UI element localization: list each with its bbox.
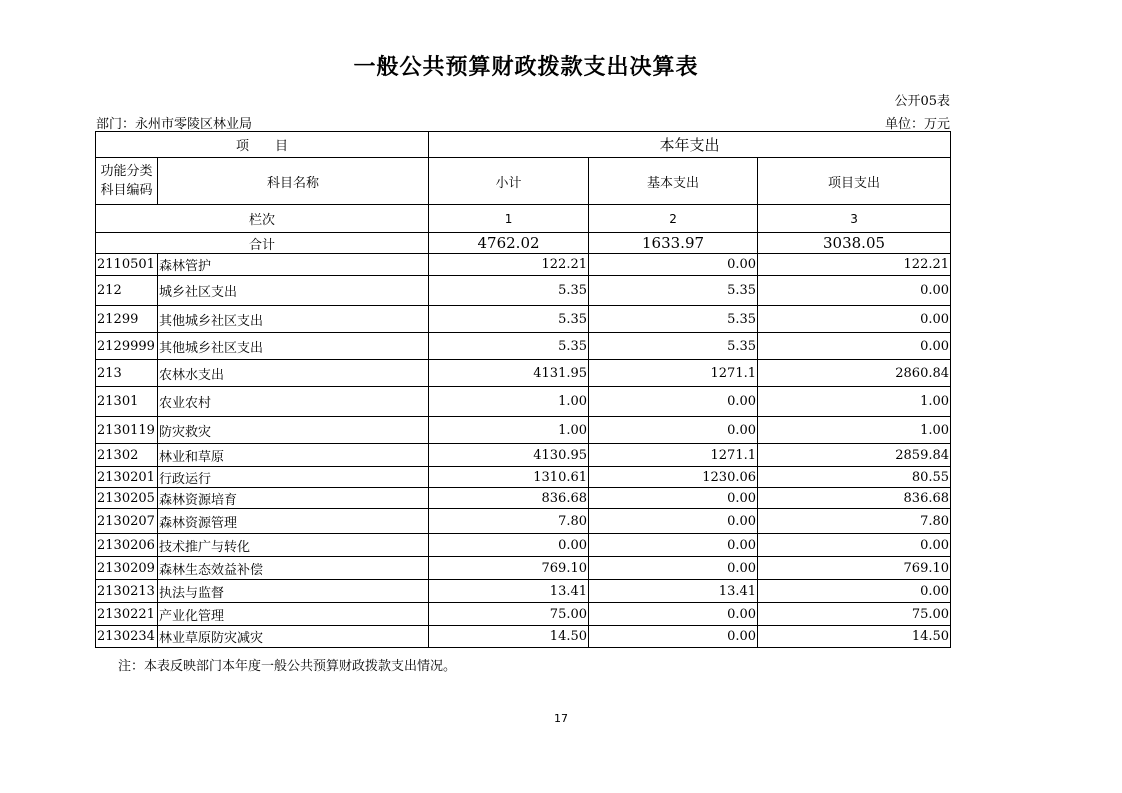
column-order-2: 2 [589, 205, 758, 233]
table-row [96, 360, 951, 387]
header-code-line2: 科目编码 [100, 183, 153, 198]
row-project: 1.00 [758, 417, 951, 444]
row-name: 林业草原防灾减灾 [158, 626, 429, 648]
row-name: 农林水支出 [158, 360, 429, 387]
row-name: 森林资源管理 [158, 509, 429, 534]
row-project: 7.80 [758, 509, 951, 534]
column-order-3: 3 [758, 205, 951, 233]
table-row [96, 276, 951, 306]
expenditure-table [95, 131, 951, 648]
row-name: 行政运行 [158, 467, 429, 488]
table-note: 注：本表反映部门本年度一般公共预算财政拨款支出情况。 [118, 659, 457, 674]
row-project: 75.00 [758, 603, 951, 626]
row-basic: 0.00 [589, 557, 758, 580]
row-name: 森林生态效益补偿 [158, 557, 429, 580]
total-basic: 1633.97 [589, 233, 758, 254]
row-basic: 1271.1 [589, 360, 758, 387]
table-row [96, 467, 951, 488]
table-row [96, 306, 951, 333]
header-current-year: 本年支出 [429, 132, 951, 158]
row-basic: 0.00 [589, 603, 758, 626]
row-name: 城乡社区支出 [158, 276, 429, 306]
page-title: 一般公共预算财政拨款支出决算表 [353, 54, 699, 80]
row-basic: 0.00 [589, 254, 758, 276]
row-project: 0.00 [758, 276, 951, 306]
row-code: 2130209 [96, 557, 158, 580]
row-subtotal: 5.35 [429, 306, 589, 333]
row-basic: 1230.06 [589, 467, 758, 488]
column-order-label: 栏次 [96, 205, 429, 233]
row-code: 2130234 [96, 626, 158, 648]
row-project: 0.00 [758, 534, 951, 557]
header-item: 项 目 [96, 132, 429, 158]
row-subtotal: 122.21 [429, 254, 589, 276]
row-project: 2860.84 [758, 360, 951, 387]
row-name: 其他城乡社区支出 [158, 333, 429, 360]
table-row [96, 557, 951, 580]
row-basic: 0.00 [589, 417, 758, 444]
row-subtotal: 14.50 [429, 626, 589, 648]
total-subtotal: 4762.02 [429, 233, 589, 254]
header-project: 项目支出 [758, 158, 951, 205]
row-name: 执法与监督 [158, 580, 429, 603]
row-code: 2130207 [96, 509, 158, 534]
row-code: 21301 [96, 387, 158, 417]
row-project: 769.10 [758, 557, 951, 580]
row-name: 技术推广与转化 [158, 534, 429, 557]
table-row [96, 603, 951, 626]
row-code: 2129999 [96, 333, 158, 360]
row-code: 2130205 [96, 488, 158, 509]
row-name: 林业和草原 [158, 444, 429, 467]
table-row [96, 444, 951, 467]
page-number: 17 [554, 712, 568, 725]
unit-label: 单位：万元 [884, 117, 950, 132]
row-project: 122.21 [758, 254, 951, 276]
table-row [96, 417, 951, 444]
header-code-line1: 功能分类 [100, 164, 153, 179]
row-basic: 1271.1 [589, 444, 758, 467]
row-subtotal: 836.68 [429, 488, 589, 509]
table-row [96, 254, 951, 276]
row-project: 0.00 [758, 333, 951, 360]
row-basic: 13.41 [589, 580, 758, 603]
row-project: 1.00 [758, 387, 951, 417]
row-basic: 0.00 [589, 509, 758, 534]
table-row [96, 509, 951, 534]
row-basic: 0.00 [589, 387, 758, 417]
form-number: 公开05表 [894, 94, 950, 109]
row-basic: 0.00 [589, 626, 758, 648]
row-project: 836.68 [758, 488, 951, 509]
row-name: 农业农村 [158, 387, 429, 417]
row-name: 产业化管理 [158, 603, 429, 626]
row-basic: 5.35 [589, 333, 758, 360]
row-subtotal: 7.80 [429, 509, 589, 534]
row-code: 2130201 [96, 467, 158, 488]
total-label: 合计 [96, 233, 429, 254]
row-project: 14.50 [758, 626, 951, 648]
table-row [96, 333, 951, 360]
row-subtotal: 13.41 [429, 580, 589, 603]
row-project: 0.00 [758, 306, 951, 333]
row-subtotal: 75.00 [429, 603, 589, 626]
row-code: 21302 [96, 444, 158, 467]
row-name: 其他城乡社区支出 [158, 306, 429, 333]
row-code: 2130221 [96, 603, 158, 626]
row-project: 80.55 [758, 467, 951, 488]
table-row [96, 580, 951, 603]
table-row [96, 534, 951, 557]
row-basic: 5.35 [589, 306, 758, 333]
row-subtotal: 1.00 [429, 417, 589, 444]
header-code [96, 158, 158, 205]
column-order-1: 1 [429, 205, 589, 233]
row-code: 212 [96, 276, 158, 306]
header-subject-name: 科目名称 [158, 158, 429, 205]
table-row [96, 626, 951, 648]
row-subtotal: 769.10 [429, 557, 589, 580]
row-code: 2130213 [96, 580, 158, 603]
row-basic: 0.00 [589, 534, 758, 557]
row-subtotal: 4130.95 [429, 444, 589, 467]
total-project: 3038.05 [758, 233, 951, 254]
row-code: 2110501 [96, 254, 158, 276]
row-subtotal: 5.35 [429, 276, 589, 306]
row-basic: 5.35 [589, 276, 758, 306]
row-subtotal: 5.35 [429, 333, 589, 360]
row-subtotal: 1.00 [429, 387, 589, 417]
table-row [96, 488, 951, 509]
row-code: 2130206 [96, 534, 158, 557]
row-basic: 0.00 [589, 488, 758, 509]
header-basic: 基本支出 [589, 158, 758, 205]
department-label: 部门：永州市零陵区林业局 [96, 117, 253, 132]
table-row [96, 387, 951, 417]
row-code: 21299 [96, 306, 158, 333]
row-subtotal: 0.00 [429, 534, 589, 557]
row-subtotal: 4131.95 [429, 360, 589, 387]
row-name: 森林资源培育 [158, 488, 429, 509]
row-project: 0.00 [758, 580, 951, 603]
row-name: 防灾救灾 [158, 417, 429, 444]
row-name: 森林管护 [158, 254, 429, 276]
header-subtotal: 小计 [429, 158, 589, 205]
row-subtotal: 1310.61 [429, 467, 589, 488]
row-project: 2859.84 [758, 444, 951, 467]
row-code: 213 [96, 360, 158, 387]
row-code: 2130119 [96, 417, 158, 444]
